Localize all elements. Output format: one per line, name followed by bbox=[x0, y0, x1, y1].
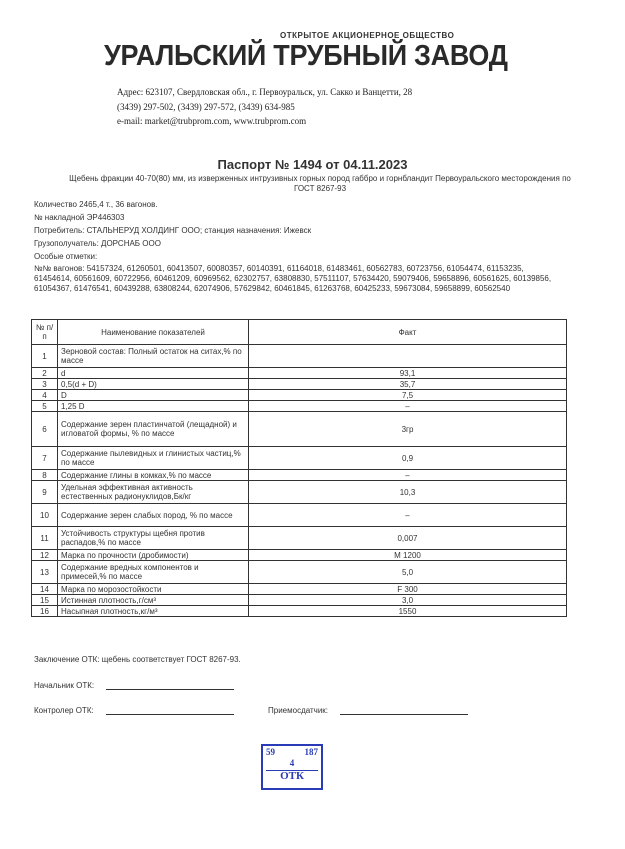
header-fact: Факт bbox=[249, 320, 567, 345]
controller-otk-signature-line bbox=[106, 714, 234, 715]
row-name: Насыпная плотность,кг/м³ bbox=[58, 606, 249, 617]
row-num: 16 bbox=[32, 606, 58, 617]
table-row bbox=[32, 527, 567, 550]
row-name: d bbox=[58, 368, 249, 379]
row-fact: 1550 bbox=[249, 606, 567, 617]
row-num: 1 bbox=[32, 345, 58, 368]
company-type: ОТКРЫТОЕ АКЦИОНЕРНОЕ ОБЩЕСТВО bbox=[280, 31, 455, 40]
row-fact: 0,9 bbox=[249, 447, 567, 470]
otk-stamp bbox=[261, 744, 323, 790]
quantity-line: Количество 2465,4 т., 36 вагонов. bbox=[34, 200, 158, 209]
row-num: 15 bbox=[32, 595, 58, 606]
stamp-left-number: 59 bbox=[266, 747, 275, 757]
row-name: 0,5(d + D) bbox=[58, 379, 249, 390]
table-header-row bbox=[32, 320, 567, 345]
waybill-line: № накладной ЭР446303 bbox=[34, 213, 125, 222]
receiver-signature-line bbox=[340, 714, 468, 715]
row-name: Истинная плотность,г/см³ bbox=[58, 595, 249, 606]
passport-subtitle: Щебень фракции 40-70(80) мм, из изверженных интрузивных горных пород габбро и горнбландит Первоуральского месторождения по ГОСТ 8267-93 bbox=[69, 174, 571, 193]
head-otk-label: Начальник ОТК: bbox=[34, 681, 95, 690]
row-num: 4 bbox=[32, 390, 58, 401]
row-name: Зерновой состав: Полный остаток на ситах,% по массе bbox=[58, 345, 249, 368]
company-phones: (3439) 297-502, (3439) 297-572, (3439) 634-985 bbox=[117, 102, 295, 112]
table-row bbox=[32, 550, 567, 561]
table-row bbox=[32, 447, 567, 470]
company-address: Адрес: 623107, Свердловская обл., г. Первоуральск, ул. Сакко и Ванцетти, 28 bbox=[117, 87, 413, 97]
stamp-otk-text: ОТК bbox=[280, 770, 304, 782]
receiver-label: Приемосдатчик: bbox=[268, 706, 329, 715]
passport-title: Паспорт № 1494 от 04.11.2023 bbox=[217, 157, 408, 172]
table-row bbox=[32, 390, 567, 401]
header-num: № п/п bbox=[32, 320, 58, 345]
row-num: 6 bbox=[32, 412, 58, 447]
row-num: 14 bbox=[32, 584, 58, 595]
table-row bbox=[32, 595, 567, 606]
row-fact: – bbox=[249, 504, 567, 527]
otk-conclusion: Заключение ОТК: щебень соответствует ГОСТ 8267-93. bbox=[34, 655, 241, 664]
table-row bbox=[32, 470, 567, 481]
row-name: Удельная эффективная активность естественных радионуклидов,Бк/кг bbox=[58, 481, 249, 504]
consignee-line: Грузополучатель: ДОРСНАБ ООО bbox=[34, 239, 161, 248]
row-name: D bbox=[58, 390, 249, 401]
row-name: Содержание пылевидных и глинистых частиц,% по массе bbox=[58, 447, 249, 470]
row-num: 13 bbox=[32, 561, 58, 584]
table-row bbox=[32, 379, 567, 390]
row-name: Содержание зерен пластинчатой (лещадной) и игловатой формы, % по массе bbox=[58, 412, 249, 447]
indicators-table bbox=[31, 319, 567, 617]
row-num: 5 bbox=[32, 401, 58, 412]
row-fact: 10,3 bbox=[249, 481, 567, 504]
row-num: 9 bbox=[32, 481, 58, 504]
row-name: Марка по морозостойкости bbox=[58, 584, 249, 595]
table-row bbox=[32, 504, 567, 527]
row-fact: 5,0 bbox=[249, 561, 567, 584]
row-fact: 7,5 bbox=[249, 390, 567, 401]
row-num: 8 bbox=[32, 470, 58, 481]
company-contacts: e-mail: market@trubprom.com, www.trubprom.com bbox=[117, 116, 307, 126]
table-row bbox=[32, 481, 567, 504]
row-fact: 3гр bbox=[249, 412, 567, 447]
stamp-middle-number: 4 bbox=[289, 758, 295, 768]
row-name: Содержание глины в комках,% по массе bbox=[58, 470, 249, 481]
row-num: 2 bbox=[32, 368, 58, 379]
row-fact: 3,0 bbox=[249, 595, 567, 606]
wagon-numbers: №№ вагонов: 54157324, 61260501, 60413507, 60080357, 60140391, 61164018, 61483461, 60562783, 60723756, 61054474, 61153235, 61454614, 60561609, 60722956, 60461209, 60969562, 62302757, 63808830, 57511107, 57634420, 59079406, 59658896, 60561625, 60139856, 61054367, 61476541, 60439288, 63808244, 62074906, 57629842, 60461845, 61263768, 60425233, 59673084, 59658899, 60562540 bbox=[34, 264, 552, 293]
row-fact: – bbox=[249, 470, 567, 481]
row-fact: – bbox=[249, 401, 567, 412]
row-name: Содержание зерен слабых пород, % по массе bbox=[58, 504, 249, 527]
row-num: 3 bbox=[32, 379, 58, 390]
row-name: Марка по прочности (дробимости) bbox=[58, 550, 249, 561]
special-notes-line: Особые отметки: bbox=[34, 252, 98, 261]
row-fact: 93,1 bbox=[249, 368, 567, 379]
table-row bbox=[32, 606, 567, 617]
row-fact: 35,7 bbox=[249, 379, 567, 390]
table-row bbox=[32, 401, 567, 412]
header-name: Наименование показателей bbox=[58, 320, 249, 345]
row-name: Содержание вредных компонентов и примесей,% по массе bbox=[58, 561, 249, 584]
row-num: 7 bbox=[32, 447, 58, 470]
table-row bbox=[32, 345, 567, 368]
table-row bbox=[32, 584, 567, 595]
company-name: УРАЛЬСКИЙ ТРУБНЫЙ ЗАВОД bbox=[104, 40, 508, 72]
controller-otk-label: Контролер ОТК: bbox=[34, 706, 94, 715]
table-row bbox=[32, 412, 567, 447]
row-fact bbox=[249, 345, 567, 368]
row-name: Устойчивость структуры щебня против распадов,% по массе bbox=[58, 527, 249, 550]
table-row bbox=[32, 561, 567, 584]
stamp-right-number: 187 bbox=[304, 747, 318, 757]
table-row bbox=[32, 368, 567, 379]
row-name: 1,25 D bbox=[58, 401, 249, 412]
consumer-line: Потребитель: СТАЛЬНЕРУД ХОЛДИНГ ООО; станция назначения: Ижевск bbox=[34, 226, 312, 235]
row-fact: М 1200 bbox=[249, 550, 567, 561]
row-fact: 0,007 bbox=[249, 527, 567, 550]
row-num: 10 bbox=[32, 504, 58, 527]
row-num: 11 bbox=[32, 527, 58, 550]
row-num: 12 bbox=[32, 550, 58, 561]
row-fact: F 300 bbox=[249, 584, 567, 595]
head-otk-signature-line bbox=[106, 689, 234, 690]
